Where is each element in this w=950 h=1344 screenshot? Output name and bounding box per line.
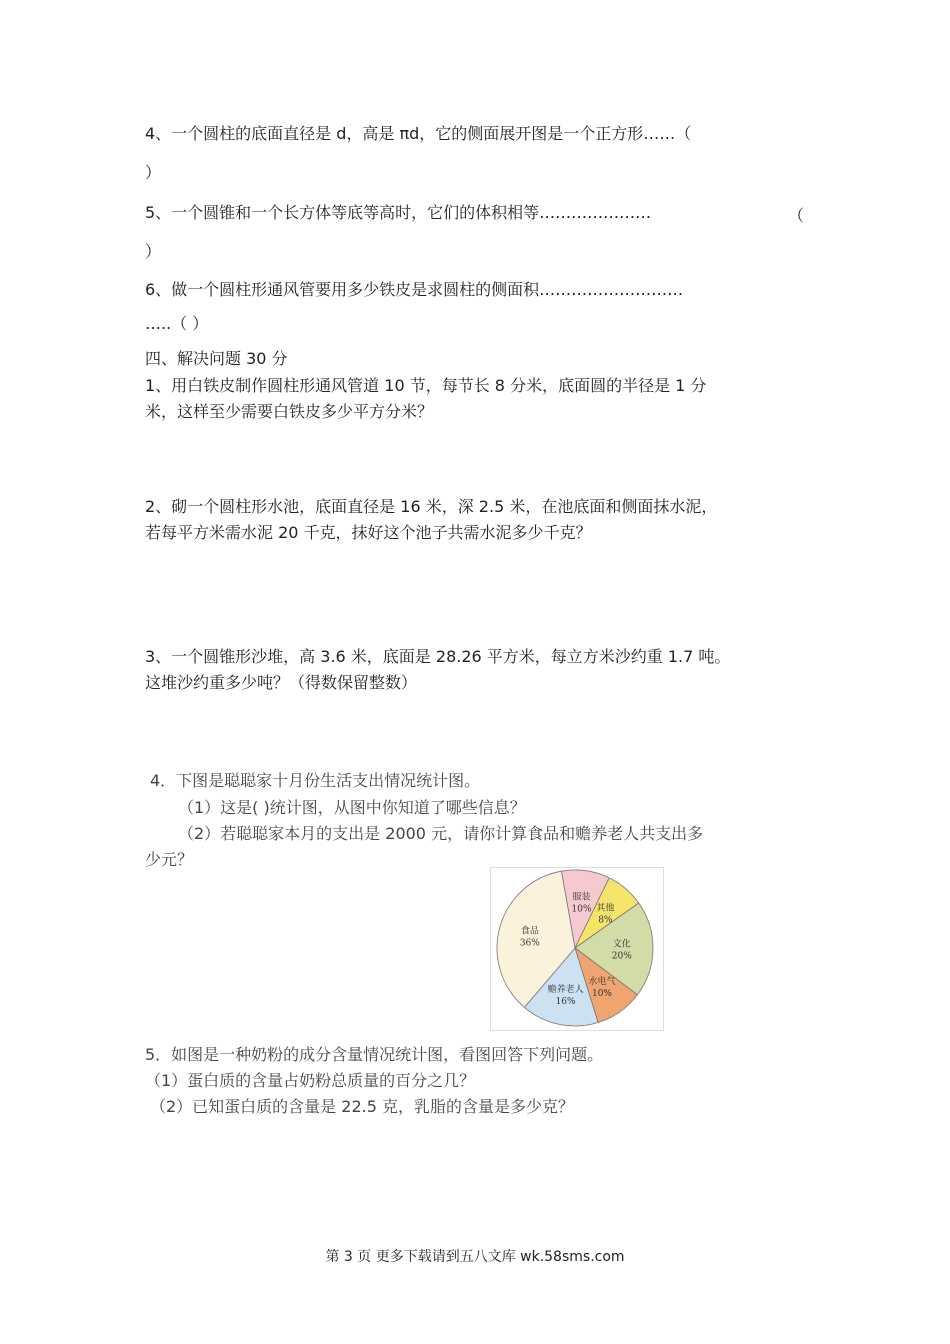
problem-2-line-2: 若每平方米需水泥 20 千克，抹好这个池子共需水泥多少千克？ xyxy=(145,523,592,542)
judge-item-4: 4、一个圆柱的底面直径是 d，高是 πd，它的侧面展开图是一个正方形……（ xyxy=(145,124,692,143)
problem-3-line-2: 这堆沙约重多少吨？（得数保留整数） xyxy=(145,673,418,692)
problem-3-line-1: 3、一个圆锥形沙堆，高 3.6 米，底面是 28.26 平方米，每立方米沙约重 1.7 吨。 xyxy=(145,647,731,666)
pie-label-3: 水电气 xyxy=(588,977,616,988)
judge-item-5-bracket-open: （ xyxy=(788,206,805,225)
expense-pie-chart xyxy=(490,867,664,1031)
pie-label-0: 服装 xyxy=(572,892,591,903)
problem-5-title: 5．如图是一种奶粉的成分含量情况统计图，看图回答下列问题。 xyxy=(145,1045,604,1064)
section-title: 四、解决问题 30 分 xyxy=(145,349,288,368)
problem-4-question-2: （2）若聪聪家本月的支出是 2000 元，请你计算食品和赡养老人共支出多 xyxy=(178,824,704,843)
pie-value-5: 36% xyxy=(519,938,540,949)
pie-label-1: 其他 xyxy=(596,903,615,914)
judge-item-6-bracket: …..（ ） xyxy=(145,314,209,333)
judge-item-5-bracket: ） xyxy=(145,242,162,261)
pie-value-3: 10% xyxy=(591,989,612,1000)
pie-label-5: 食品 xyxy=(520,926,539,937)
pie-label-2: 文化 xyxy=(612,939,631,950)
problem-4-question-1: （1）这是( )统计图，从图中你知道了哪些信息？ xyxy=(178,798,526,817)
pie-value-0: 10% xyxy=(571,904,592,915)
problem-4-title: 4．下图是聪聪家十月份生活支出情况统计图。 xyxy=(150,771,481,790)
problem-1-line-2: 米，这样至少需要白铁皮多少平方分米？ xyxy=(145,402,434,421)
problem-5-question-1: （1）蛋白质的含量占奶粉总质量的百分之几？ xyxy=(145,1071,476,1090)
problem-5-question-2: （2）已知蛋白质的含量是 22.5 克，乳脂的含量是多少克？ xyxy=(150,1097,574,1116)
problem-4-question-2-cont: 少元？ xyxy=(145,850,194,869)
pie-svg xyxy=(491,868,663,1030)
pie-value-2: 20% xyxy=(611,951,632,962)
judge-item-6: 6、做一个圆柱形通风管要用多少铁皮是求圆柱的侧面积……………………… xyxy=(145,280,684,299)
pie-value-1: 8% xyxy=(598,915,613,926)
page-footer: 第 3 页 更多下载请到五八文库 wk.58sms.com xyxy=(325,1249,625,1265)
problem-2-line-1: 2、砌一个圆柱形水池，底面直径是 16 米，深 2.5 米，在池底面和侧面抹水泥， xyxy=(145,497,718,516)
judge-item-4-bracket: ） xyxy=(145,163,162,182)
pie-value-4: 16% xyxy=(555,996,576,1007)
judge-item-5: 5、一个圆锥和一个长方体等底等高时，它们的体积相等………………… xyxy=(145,203,652,222)
pie-label-4: 赡养老人 xyxy=(547,984,584,995)
problem-1-line-1: 1、用白铁皮制作圆柱形通风管道 10 节，每节长 8 分米，底面圆的半径是 1 分 xyxy=(145,376,707,395)
